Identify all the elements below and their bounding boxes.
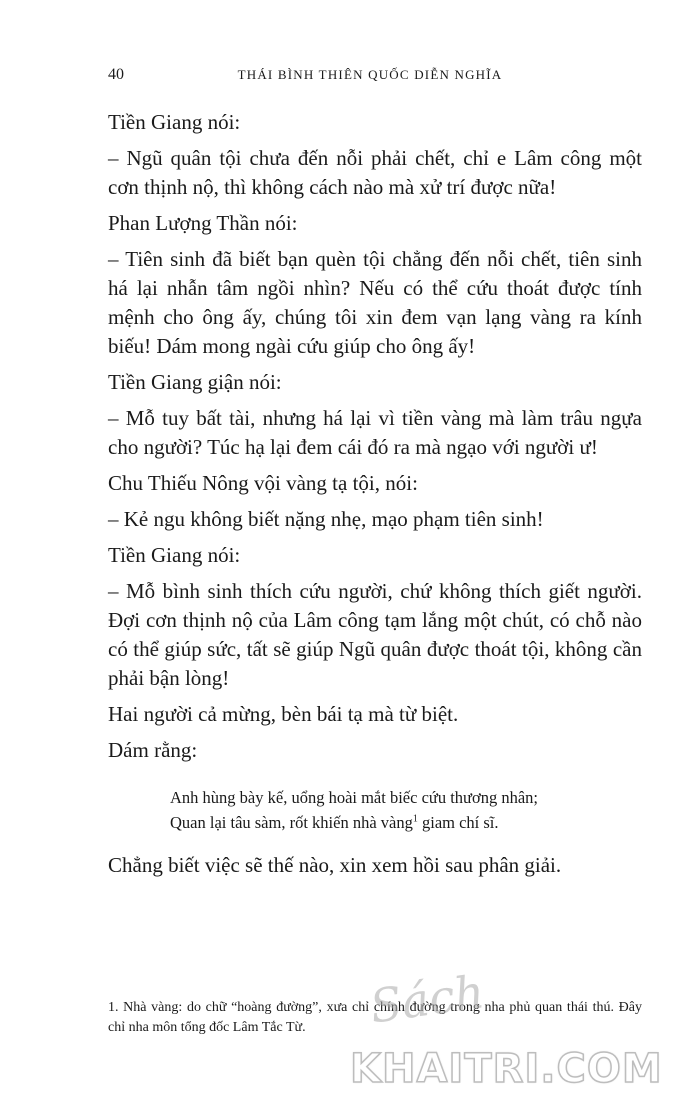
running-title: THÁI BÌNH THIÊN QUỐC DIỄN NGHĨA (237, 67, 503, 82)
paragraph: Tiền Giang nói: (108, 543, 241, 567)
paragraph: – Kẻ ngu không biết nặng nhẹ, mạo phạm tiên sinh! (108, 507, 544, 531)
poem-couplet (170, 785, 642, 835)
page-header (108, 66, 592, 90)
paragraph: Chu Thiếu Nông vội vàng tạ tội, nói: (108, 471, 418, 495)
paragraph: Tiền Giang giận nói: (108, 370, 282, 394)
paragraph: – Tiên sinh đã biết bạn quèn tội chẳng đến nỗi chết, tiên sinh há lại nhẫn tâm ngồi nhìn? Nếu có thể cứu thoát được tính mệnh cho ông ấy, chúng tôi xin đem vạn lạng vàng ra kính biếu! Dám mong ngài cứu giúp cho ông ấy! (108, 247, 642, 358)
paragraph: – Mỗ tuy bất tài, nhưng há lại vì tiền vàng mà làm trâu ngựa cho người? Túc hạ lại đem cái đó ra mà ngạo với người ư! (108, 406, 642, 459)
poem-line-2-end: giam chí sĩ. (417, 813, 499, 832)
watermark-brand: KHAITRI.COM (350, 1046, 663, 1092)
paragraph: – Ngũ quân tội chưa đến nỗi phải chết, chỉ e Lâm công một cơn thịnh nộ, thì không cách nào mà xử trí được nữa! (108, 146, 642, 199)
poem-line-1: Anh hùng bày kế, uổng hoài mắt biếc cứu thương nhân; (170, 788, 538, 807)
paragraph: Hai người cả mừng, bèn bái tạ mà từ biệt. (108, 702, 459, 726)
footnote-marker[interactable]: 1 (412, 813, 418, 825)
page-number: 40 (108, 66, 124, 83)
watermark-logo (350, 964, 680, 1092)
footnote: 1. Nhà vàng: do chữ “hoàng đường”, xưa chỉ chính đường trong nha phủ quan thái thú. Đây chỉ nha môn tổng đốc Lâm Tắc Từ. (108, 1000, 642, 1035)
poem-line-2-text: Quan lại tâu sàm, rốt khiến nhà vàng (170, 813, 413, 832)
body-text (108, 108, 642, 887)
watermark-script: Sách (366, 964, 488, 1034)
paragraph: Dám rằng: (108, 738, 198, 762)
closing-line: Chẳng biết việc sẽ thế nào, xin xem hồi sau phân giải. (108, 853, 562, 877)
paragraph: Tiền Giang nói: (108, 110, 241, 134)
paragraph: – Mỗ bình sinh thích cứu người, chứ không thích giết người. Đợi cơn thịnh nộ của Lâm công tạm lắng một chút, có chỗ nào có thể giúp sức, tất sẽ giúp Ngũ quân được thoát tội, không cần phải bận lòng! (108, 579, 642, 690)
poem-line-2 (170, 810, 642, 835)
paragraph: Phan Lượng Thần nói: (108, 211, 298, 235)
